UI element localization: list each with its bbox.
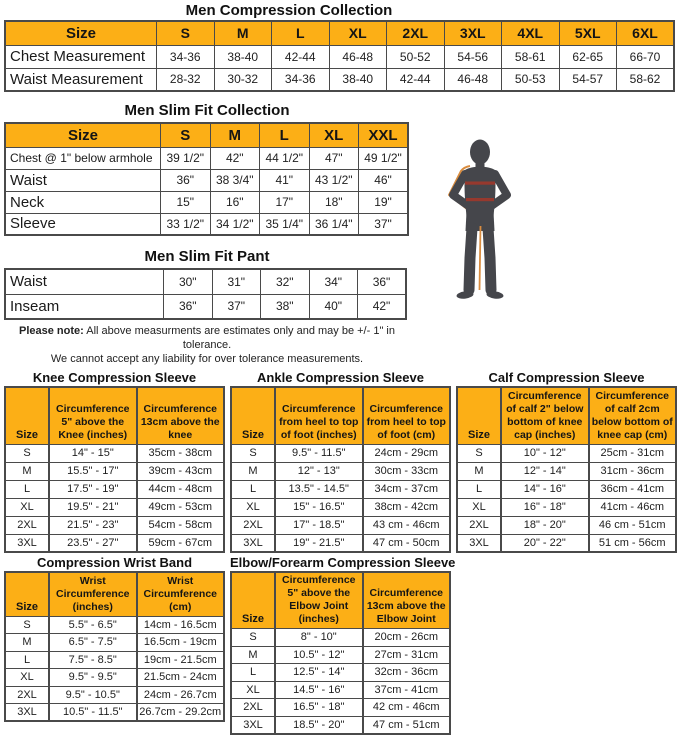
ankle-sleeve-table — [230, 386, 451, 553]
figure-right-leg — [488, 228, 491, 290]
table-row — [231, 716, 450, 734]
elbow-sleeve-table — [230, 571, 451, 735]
cell-value: 19" — [359, 191, 409, 213]
table-row — [231, 699, 450, 717]
row-label: 3XL — [231, 716, 275, 734]
cell-value: 12.5" - 14" — [275, 664, 363, 682]
cell-value: 16.5" - 18" — [275, 699, 363, 717]
cell-value: 34" — [309, 269, 358, 294]
cell-value: 36" — [164, 294, 213, 319]
cell-value: 19.5" - 21" — [49, 498, 137, 516]
table-row — [5, 480, 224, 498]
column-header: M — [214, 21, 272, 45]
column-header: 5XL — [559, 21, 617, 45]
cell-value: 17" — [260, 191, 310, 213]
cell-value: 43 cm - 46cm — [363, 516, 451, 534]
cell-value: 18" — [309, 191, 359, 213]
cell-value: 38" — [261, 294, 310, 319]
table-row — [231, 664, 450, 682]
row-label: 3XL — [5, 704, 49, 722]
table-row — [5, 669, 224, 687]
column-header: Circumference 13cm above the Elbow Joint — [363, 572, 451, 629]
cell-value: 38cm - 42cm — [363, 498, 451, 516]
cell-value: 42-44 — [387, 68, 445, 91]
row-label: L — [457, 480, 501, 498]
table-row — [457, 498, 676, 516]
row-label: L — [231, 480, 275, 498]
table-row — [231, 444, 450, 462]
row-label: M — [231, 646, 275, 664]
ankle-sleeve-title: Ankle Compression Sleeve — [257, 370, 424, 385]
cell-value: 15.5" - 17" — [49, 462, 137, 480]
table-row — [231, 498, 450, 516]
cell-value: 34cm - 37cm — [363, 480, 451, 498]
column-header: 2XL — [387, 21, 445, 45]
cell-value: 10.5" - 11.5" — [49, 704, 137, 722]
cell-value: 47" — [309, 147, 359, 169]
row-label: S — [5, 444, 49, 462]
cell-value: 17.5" - 19" — [49, 480, 137, 498]
cell-value: 19" - 21.5" — [275, 534, 363, 552]
cell-value: 54-56 — [444, 45, 502, 68]
row-label: Neck — [5, 191, 161, 213]
row-label: 2XL — [231, 699, 275, 717]
cell-value: 36" — [161, 169, 211, 191]
column-header: Size — [5, 572, 49, 616]
row-label: XL — [457, 498, 501, 516]
table-row — [457, 534, 676, 552]
cell-value: 36" — [358, 269, 407, 294]
figure-left-leg — [469, 228, 472, 290]
column-header: Size — [231, 572, 275, 629]
column-header: 4XL — [502, 21, 560, 45]
cell-value: 50-52 — [387, 45, 445, 68]
row-label: 3XL — [5, 534, 49, 552]
cell-value: 14cm - 16.5cm — [137, 616, 225, 634]
column-header: Wrist Circumference (inches) — [49, 572, 137, 616]
column-header: XXL — [359, 123, 409, 147]
table-row — [231, 646, 450, 664]
table-row — [5, 534, 224, 552]
cell-value: 32cm - 36cm — [363, 664, 451, 682]
row-label: Inseam — [5, 294, 164, 319]
table-row — [5, 269, 406, 294]
table-row — [5, 213, 408, 235]
knee-sleeve-table — [4, 386, 225, 553]
table-row — [457, 462, 676, 480]
ankle-sleeve-section — [230, 370, 451, 553]
column-header: Size — [5, 123, 161, 147]
table-row — [5, 704, 224, 722]
cell-value: 20cm - 26cm — [363, 629, 451, 647]
slim-fit-section — [4, 102, 410, 366]
table-row — [457, 444, 676, 462]
sleeve-tables-row — [4, 370, 679, 553]
cell-value: 54-57 — [559, 68, 617, 91]
men-slim-fit-pant-table — [4, 268, 407, 320]
table-row — [5, 147, 408, 169]
cell-value: 16" - 18" — [501, 498, 589, 516]
cell-value: 46" — [359, 169, 409, 191]
cell-value: 16.5cm - 19cm — [137, 634, 225, 652]
cell-value: 9.5" - 9.5" — [49, 669, 137, 687]
row-label: Sleeve — [5, 213, 161, 235]
cell-value: 14" - 15" — [49, 444, 137, 462]
header-row — [231, 387, 450, 444]
cell-value: 9.5" - 11.5" — [275, 444, 363, 462]
cell-value: 30-32 — [214, 68, 272, 91]
row-label: S — [457, 444, 501, 462]
row-label: M — [457, 462, 501, 480]
column-header: Circumference from heel to top of foot (inches) — [275, 387, 363, 444]
row-label: Waist Measurement — [5, 68, 157, 91]
cell-value: 47 cm - 50cm — [363, 534, 451, 552]
cell-value: 17" - 18.5" — [275, 516, 363, 534]
calf-sleeve-title: Calf Compression Sleeve — [488, 370, 645, 385]
cell-value: 38 3/4" — [210, 169, 260, 191]
tolerance-note — [4, 324, 410, 366]
row-label: XL — [5, 498, 49, 516]
row-label: S — [231, 629, 275, 647]
knee-sleeve-section — [4, 370, 225, 553]
cell-value: 21.5cm - 24cm — [137, 669, 225, 687]
men-slim-fit-pant-title: Men Slim Fit Pant — [144, 248, 270, 265]
table-row — [457, 516, 676, 534]
cell-value: 34-36 — [272, 68, 330, 91]
table-row — [5, 294, 406, 319]
cell-value: 36 1/4" — [309, 213, 359, 235]
column-header: XL — [329, 21, 387, 45]
cell-value: 42-44 — [272, 45, 330, 68]
row-label: L — [231, 664, 275, 682]
column-header: S — [157, 21, 215, 45]
cell-value: 44cm - 48cm — [137, 480, 225, 498]
table-row — [5, 651, 224, 669]
cell-value: 42" — [210, 147, 260, 169]
column-header: Circumference of calf 2cm below bottom of knee cap (cm) — [589, 387, 677, 444]
wrist-band-title: Compression Wrist Band — [36, 555, 193, 570]
column-header: M — [210, 123, 260, 147]
cell-value: 46-48 — [329, 45, 387, 68]
table-row — [231, 480, 450, 498]
row-label: S — [231, 444, 275, 462]
table-row — [5, 444, 224, 462]
men-slim-fit-collection-title: Men Slim Fit Collection — [124, 102, 290, 119]
header-row — [231, 572, 450, 629]
cell-value: 18" - 20" — [501, 516, 589, 534]
cell-value: 9.5" - 10.5" — [49, 686, 137, 704]
column-header: Wrist Circumference (cm) — [137, 572, 225, 616]
column-header: Size — [457, 387, 501, 444]
cell-value: 32" — [261, 269, 310, 294]
cell-value: 26.7cm - 29.2cm — [137, 704, 225, 722]
row-label: L — [5, 480, 49, 498]
row-label: M — [5, 462, 49, 480]
table-row — [5, 191, 408, 213]
cell-value: 20" - 22" — [501, 534, 589, 552]
cell-value: 23.5" - 27" — [49, 534, 137, 552]
cell-value: 21.5" - 23" — [49, 516, 137, 534]
wrist-band-section — [4, 555, 225, 722]
cell-value: 49 1/2" — [359, 147, 409, 169]
header-row — [457, 387, 676, 444]
column-header: Size — [5, 387, 49, 444]
cell-value: 47 cm - 51cm — [363, 716, 451, 734]
cell-value: 15" - 16.5" — [275, 498, 363, 516]
column-header: Circumference of calf 2" below bottom of knee cap (inches) — [501, 387, 589, 444]
cell-value: 6.5" - 7.5" — [49, 634, 137, 652]
cell-value: 46-48 — [444, 68, 502, 91]
cell-value: 51 cm - 56cm — [589, 534, 677, 552]
cell-value: 24cm - 29cm — [363, 444, 451, 462]
table-row — [5, 616, 224, 634]
men-compression-collection-title: Men Compression Collection — [185, 2, 393, 19]
wrist-band-table — [4, 571, 225, 722]
cell-value: 54cm - 58cm — [137, 516, 225, 534]
cell-value: 44 1/2" — [260, 147, 310, 169]
row-label: M — [231, 462, 275, 480]
column-header: S — [161, 123, 211, 147]
cell-value: 16" — [210, 191, 260, 213]
figure-torso — [465, 167, 496, 220]
men-slim-fit-collection-table — [4, 122, 409, 236]
knee-sleeve-title: Knee Compression Sleeve — [32, 370, 197, 385]
cell-value: 8" - 10" — [275, 629, 363, 647]
header-row — [5, 387, 224, 444]
cell-value: 15" — [161, 191, 211, 213]
chest-measure-line — [465, 182, 495, 185]
cell-value: 39cm - 43cm — [137, 462, 225, 480]
table-row — [5, 462, 224, 480]
cell-value: 37cm - 41cm — [363, 681, 451, 699]
row-label: L — [5, 651, 49, 669]
cell-value: 7.5" - 8.5" — [49, 651, 137, 669]
header-row — [5, 123, 408, 147]
column-header: Circumference 5" above the Knee (inches) — [49, 387, 137, 444]
cell-value: 58-61 — [502, 45, 560, 68]
row-label: Waist — [5, 169, 161, 191]
column-header: Size — [5, 21, 157, 45]
tolerance-note-line2: We cannot accept any liability for over tolerance measurements. — [50, 353, 364, 365]
cell-value: 39 1/2" — [161, 147, 211, 169]
column-header: L — [260, 123, 310, 147]
cell-value: 28-32 — [157, 68, 215, 91]
row-label: Waist — [5, 269, 164, 294]
elbow-sleeve-title: Elbow/Forearm Compression Sleeve — [230, 555, 456, 570]
note-label: Please note: — [19, 325, 84, 337]
cell-value: 13.5" - 14.5" — [275, 480, 363, 498]
cell-value: 36cm - 41cm — [589, 480, 677, 498]
table-row — [231, 534, 450, 552]
table-row — [5, 169, 408, 191]
cell-value: 37" — [359, 213, 409, 235]
column-header: Size — [231, 387, 275, 444]
cell-value: 25cm - 31cm — [589, 444, 677, 462]
row-label: XL — [231, 681, 275, 699]
calf-sleeve-section — [456, 370, 677, 553]
inseam-measure-line — [480, 226, 481, 290]
row-label: Chest @ 1" below armhole — [5, 147, 161, 169]
cell-value: 33 1/2" — [161, 213, 211, 235]
table-row — [231, 629, 450, 647]
row-label: 2XL — [457, 516, 501, 534]
cell-value: 18.5" - 20" — [275, 716, 363, 734]
cell-value: 66-70 — [617, 45, 675, 68]
row-label: Chest Measurement — [5, 45, 157, 68]
row-label: 3XL — [457, 534, 501, 552]
calf-sleeve-table — [456, 386, 677, 553]
cell-value: 10" - 12" — [501, 444, 589, 462]
column-header: Circumference 13cm above the knee — [137, 387, 225, 444]
cell-value: 38-40 — [329, 68, 387, 91]
column-header: Circumference from heel to top of foot (cm) — [363, 387, 451, 444]
column-header: Circumference 5" above the Elbow Joint (inches) — [275, 572, 363, 629]
row-label: 3XL — [231, 534, 275, 552]
cell-value: 10.5" - 12" — [275, 646, 363, 664]
bottom-tables-row — [4, 555, 679, 735]
row-label: XL — [231, 498, 275, 516]
column-header: XL — [309, 123, 359, 147]
cell-value: 30" — [164, 269, 213, 294]
cell-value: 27cm - 31cm — [363, 646, 451, 664]
table-row — [457, 480, 676, 498]
header-row — [5, 21, 674, 45]
cell-value: 41cm - 46cm — [589, 498, 677, 516]
column-header: L — [272, 21, 330, 45]
table-row — [5, 498, 224, 516]
cell-value: 62-65 — [559, 45, 617, 68]
cell-value: 42" — [358, 294, 407, 319]
cell-value: 49cm - 53cm — [137, 498, 225, 516]
row-label: XL — [5, 669, 49, 687]
header-row — [5, 572, 224, 616]
cell-value: 34 1/2" — [210, 213, 260, 235]
cell-value: 42 cm - 46cm — [363, 699, 451, 717]
cell-value: 31cm - 36cm — [589, 462, 677, 480]
table-row — [231, 516, 450, 534]
row-label: S — [5, 616, 49, 634]
table-row — [5, 686, 224, 704]
table-row — [5, 68, 674, 91]
cell-value: 31" — [212, 269, 261, 294]
row-label: 2XL — [5, 686, 49, 704]
cell-value: 12" - 13" — [275, 462, 363, 480]
column-header: 6XL — [617, 21, 675, 45]
table-row — [5, 634, 224, 652]
cell-value: 43 1/2" — [309, 169, 359, 191]
row-label: 2XL — [5, 516, 49, 534]
cell-value: 37" — [212, 294, 261, 319]
cell-value: 30cm - 33cm — [363, 462, 451, 480]
cell-value: 46 cm - 51cm — [589, 516, 677, 534]
cell-value: 35 1/4" — [260, 213, 310, 235]
cell-value: 14" - 16" — [501, 480, 589, 498]
cell-value: 40" — [309, 294, 358, 319]
men-compression-collection-table — [4, 20, 675, 92]
table-row — [231, 462, 450, 480]
cell-value: 14.5" - 16" — [275, 681, 363, 699]
tolerance-note-line1 — [4, 324, 410, 352]
cell-value: 19cm - 21.5cm — [137, 651, 225, 669]
table-row — [5, 516, 224, 534]
row-label: M — [5, 634, 49, 652]
table-row — [231, 681, 450, 699]
table-row — [5, 45, 674, 68]
body-measurement-figure — [444, 138, 516, 310]
cell-value: 24cm - 26.7cm — [137, 686, 225, 704]
elbow-sleeve-section — [230, 555, 456, 735]
row-label: 2XL — [231, 516, 275, 534]
cell-value: 58-62 — [617, 68, 675, 91]
cell-value: 5.5" - 6.5" — [49, 616, 137, 634]
note-text: All above measurments are estimates only and may be +/- 1" in tolerance. — [83, 325, 395, 351]
cell-value: 38-40 — [214, 45, 272, 68]
cell-value: 35cm - 38cm — [137, 444, 225, 462]
cell-value: 59cm - 67cm — [137, 534, 225, 552]
cell-value: 34-36 — [157, 45, 215, 68]
cell-value: 12" - 14" — [501, 462, 589, 480]
cell-value: 50-53 — [502, 68, 560, 91]
column-header: 3XL — [444, 21, 502, 45]
waist-measure-line — [466, 198, 494, 201]
cell-value: 41" — [260, 169, 310, 191]
